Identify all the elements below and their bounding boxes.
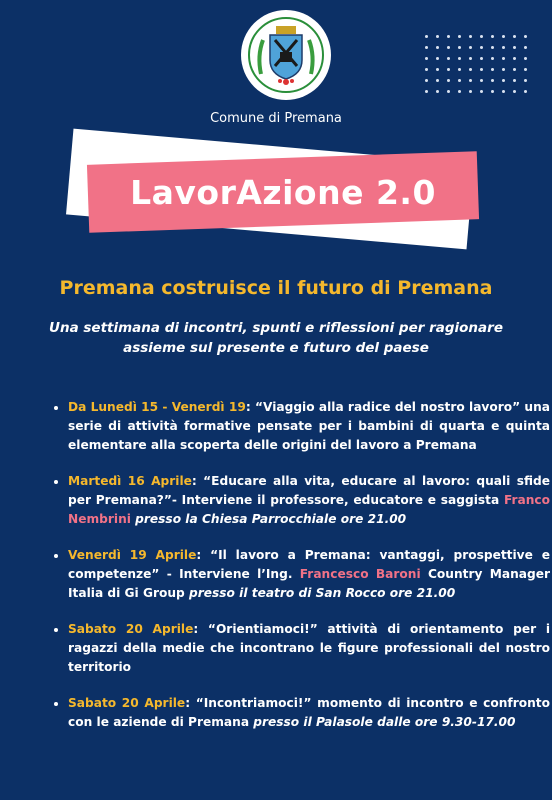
event-date: Venerdì 19 Aprile — [68, 548, 197, 562]
event-date: Sabato 20 Aprile — [68, 696, 186, 710]
decorative-dot-grid — [421, 31, 531, 97]
event-item — [68, 546, 550, 603]
event-list — [48, 398, 550, 749]
event-date: Martedì 16 Aprile — [68, 474, 192, 488]
event-description: : “Viaggio alla radice del nostro lavoro” una serie di attività formative pensate per i bambini di quarta e quinta elementare alla scoperta delle origini del lavoro a Premana — [68, 400, 550, 452]
premana-coat-of-arms-icon — [247, 16, 325, 94]
event-description: : “Il lavoro a Premana: vantaggi, prospettive e competenze” - Interviene l’Ing. — [68, 548, 550, 581]
event-venue: presso il teatro di San Rocco ore 21.00 — [189, 586, 456, 600]
event-speaker-role: Country Manager Italia di Gi Group — [68, 567, 550, 600]
event-date: Sabato 20 Aprile — [68, 622, 194, 636]
event-description: : “Orientiamoci!” attività di orientamento per i ragazzi della medie che incontrano le figure professionali del nostro territorio — [68, 622, 550, 674]
event-title: LavorAzione 2.0 — [130, 172, 436, 212]
event-speaker: Francesco Baroni — [299, 567, 421, 581]
event-item — [68, 472, 550, 529]
event-item — [68, 620, 550, 677]
event-venue: presso il Palasole dalle ore 9.30-17.00 — [253, 715, 516, 729]
event-venue: presso la Chiesa Parrocchiale ore 21.00 — [130, 512, 407, 526]
event-item — [68, 694, 550, 732]
municipality-name: Comune di Premana — [210, 111, 342, 126]
event-description: : “Educare alla vita, educare al lavoro: quali sfide per Premana?”- Interviene il professore, educatore e saggista — [68, 474, 550, 507]
event-item — [68, 398, 550, 455]
event-description: : “Incontriamoci!” momento di incontro e confronto con le aziende di Premana — [68, 696, 550, 729]
event-speaker: Franco Nembrini — [68, 493, 550, 526]
event-date: Da Lunedì 15 - Venerdì 19 — [68, 400, 246, 414]
event-tagline: Una settimana di incontri, spunti e riflessioni per ragionare assieme sul presente e futuro del paese — [49, 320, 503, 356]
event-subtitle: Premana costruisce il futuro di Premana — [59, 277, 493, 299]
crest-badge — [241, 10, 331, 100]
